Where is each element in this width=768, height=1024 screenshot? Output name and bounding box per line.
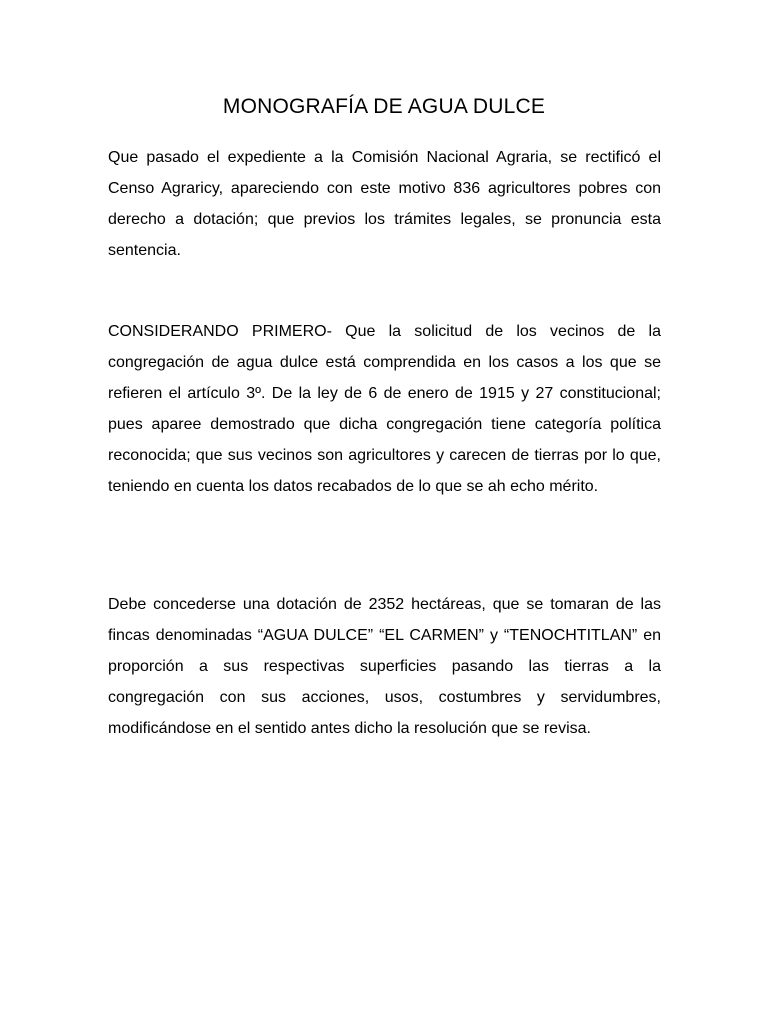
- paragraph-expediente: Que pasado el expediente a la Comisión Nacional Agraria, se rectificó el Censo Agraricy, apareciendo con este motivo 836 agricultores pobres con derecho a dotación; que previos los trámites legales, se pronuncia esta sentencia.: [108, 149, 661, 259]
- page-title: MONOGRAFÍA DE AGUA DULCE: [222, 95, 546, 118]
- paragraph-considerando: CONSIDERANDO PRIMERO- Que la solicitud de los vecinos de la congregación de agua dulce está comprendida en los casos a los que se refieren el artículo 3º. De la ley de 6 de enero de 1915 y 27 constitucional; pues aparee demostrado que dicha congregación tiene categoría política reconocida; que sus vecinos son agricultores y carecen de tierras por lo que, teniendo en cuenta los datos recabados de lo que se ah echo mérito.: [108, 323, 661, 495]
- paragraph-dotacion: Debe concederse una dotación de 2352 hectáreas, que se tomaran de las fincas denominadas “AGUA DULCE” “EL CARMEN” y “TENOCHTITLAN” en proporción a sus respectivas superficies pasando las tierras a la congregación con sus acciones, usos, costumbres y servidumbres, modificándose en el sentido antes dicho la resolución que se revisa.: [108, 596, 661, 737]
